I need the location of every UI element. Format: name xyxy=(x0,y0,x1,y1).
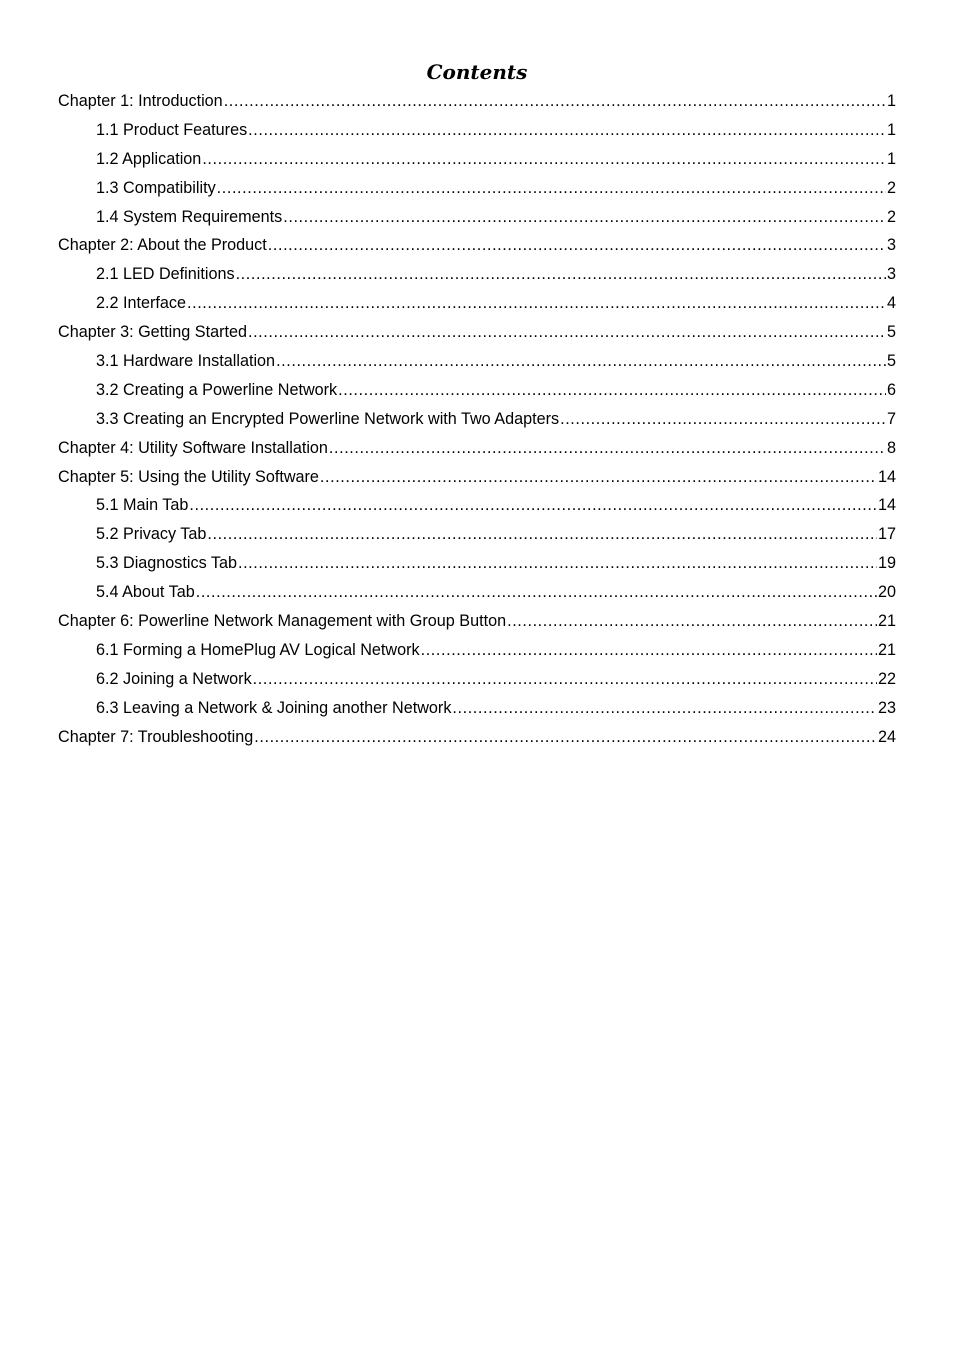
toc-entry-page: 24 xyxy=(877,727,896,746)
toc-entry-2-2[interactable] xyxy=(58,289,896,318)
toc-dot-leader xyxy=(196,578,877,607)
toc-entry-chapter-5[interactable] xyxy=(58,463,896,492)
toc-entry-label: Chapter 6: Powerline Network Management with Group Button xyxy=(58,612,507,631)
toc-dot-leader xyxy=(507,607,877,636)
toc-dot-leader xyxy=(248,116,886,145)
toc-entry-label: 2.1 LED Definitions xyxy=(96,265,235,284)
toc-entry-label: Chapter 5: Using the Utility Software xyxy=(58,467,319,486)
toc-entry-5-1[interactable] xyxy=(58,491,896,520)
toc-entry-6-3[interactable] xyxy=(58,694,896,723)
toc-entry-1-3[interactable] xyxy=(58,174,896,203)
toc-entry-3-1[interactable] xyxy=(58,347,896,376)
toc-entry-chapter-4[interactable] xyxy=(58,434,896,463)
toc-dot-leader xyxy=(338,376,886,405)
toc-dot-leader xyxy=(217,174,886,203)
toc-dot-leader xyxy=(253,665,877,694)
toc-entry-label: 5.1 Main Tab xyxy=(96,496,189,515)
toc-entry-label: Chapter 3: Getting Started xyxy=(58,323,247,342)
toc-entry-label: 6.3 Leaving a Network & Joining another Network xyxy=(96,698,452,717)
toc-dot-leader xyxy=(283,203,886,232)
toc-entry-label: Chapter 2: About the Product xyxy=(58,236,267,255)
toc-entry-3-2[interactable] xyxy=(58,376,896,405)
toc-entry-page: 22 xyxy=(877,669,896,688)
toc-entry-page: 1 xyxy=(886,120,896,139)
toc-entry-label: 3.2 Creating a Powerline Network xyxy=(96,380,338,399)
toc-dot-leader xyxy=(452,694,877,723)
toc-entry-page: 3 xyxy=(886,265,896,284)
toc-entry-page: 14 xyxy=(877,467,896,486)
toc-entry-page: 21 xyxy=(877,612,896,631)
toc-dot-leader xyxy=(202,145,886,174)
toc-entry-2-1[interactable] xyxy=(58,260,896,289)
toc-dot-leader xyxy=(248,318,886,347)
toc-entry-1-2[interactable] xyxy=(58,145,896,174)
toc-entry-page: 1 xyxy=(886,92,896,110)
toc-dot-leader xyxy=(320,463,877,492)
toc-dot-leader xyxy=(560,405,886,434)
toc-dot-leader xyxy=(254,723,877,752)
toc-entry-label: 1.2 Application xyxy=(96,149,202,168)
toc-entry-label: 6.2 Joining a Network xyxy=(96,669,252,688)
toc-dot-leader xyxy=(421,636,877,665)
toc-entry-page: 6 xyxy=(886,380,896,399)
toc-dot-leader xyxy=(189,491,877,520)
toc-entry-page: 23 xyxy=(877,698,896,717)
toc-entry-page: 17 xyxy=(877,525,896,544)
toc-entry-1-1[interactable] xyxy=(58,116,896,145)
toc-entry-label: 1.3 Compatibility xyxy=(96,178,216,197)
toc-dot-leader xyxy=(207,520,877,549)
toc-entry-page: 14 xyxy=(877,496,896,515)
toc-entry-page: 7 xyxy=(886,409,896,428)
toc-entry-page: 20 xyxy=(877,583,896,602)
toc-entry-label: 3.3 Creating an Encrypted Powerline Network with Two Adapters xyxy=(96,409,560,428)
toc-entry-label: Chapter 4: Utility Software Installation xyxy=(58,438,328,457)
toc-entry-5-2[interactable] xyxy=(58,520,896,549)
toc-dot-leader xyxy=(276,347,886,376)
toc-dot-leader xyxy=(329,434,886,463)
toc-entry-6-1[interactable] xyxy=(58,636,896,665)
toc-entry-5-3[interactable] xyxy=(58,549,896,578)
toc-entry-label: 5.3 Diagnostics Tab xyxy=(96,554,237,573)
toc-dot-leader xyxy=(224,87,886,116)
toc-entry-page: 8 xyxy=(886,438,896,457)
toc-entry-chapter-1[interactable] xyxy=(58,87,896,116)
toc-dot-leader xyxy=(268,231,886,260)
toc-entry-3-3[interactable] xyxy=(58,405,896,434)
toc-entry-label: Chapter 7: Troubleshooting xyxy=(58,727,254,746)
toc-entry-6-2[interactable] xyxy=(58,665,896,694)
toc-entry-page: 1 xyxy=(886,149,896,168)
toc-entry-page: 4 xyxy=(886,294,896,313)
toc-entry-page: 19 xyxy=(877,554,896,573)
toc-entry-label: Chapter 1: Introduction xyxy=(58,92,223,110)
toc-entry-label: 6.1 Forming a HomePlug AV Logical Network xyxy=(96,640,420,659)
toc-entry-label: 5.4 About Tab xyxy=(96,583,195,602)
toc-entry-page: 3 xyxy=(886,236,896,255)
toc-entry-chapter-7[interactable] xyxy=(58,723,896,752)
toc-dot-leader xyxy=(187,289,886,318)
toc-entry-page: 21 xyxy=(877,640,896,659)
toc-entry-page: 2 xyxy=(886,207,896,226)
table-of-contents xyxy=(58,87,896,751)
toc-entry-chapter-3[interactable] xyxy=(58,318,896,347)
toc-entry-1-4[interactable] xyxy=(58,203,896,232)
toc-entry-label: 5.2 Privacy Tab xyxy=(96,525,207,544)
toc-dot-leader xyxy=(236,260,886,289)
toc-entry-5-4[interactable] xyxy=(58,578,896,607)
toc-entry-label: 2.2 Interface xyxy=(96,294,186,313)
toc-entry-label: 3.1 Hardware Installation xyxy=(96,352,276,371)
toc-entry-chapter-6[interactable] xyxy=(58,607,896,636)
toc-entry-page: 5 xyxy=(886,323,896,342)
toc-title: Contents xyxy=(426,60,528,84)
toc-entry-page: 2 xyxy=(886,178,896,197)
toc-entry-chapter-2[interactable] xyxy=(58,231,896,260)
toc-entry-page: 5 xyxy=(886,352,896,371)
toc-entry-label: 1.1 Product Features xyxy=(96,120,248,139)
toc-entry-label: 1.4 System Requirements xyxy=(96,207,283,226)
toc-dot-leader xyxy=(238,549,877,578)
